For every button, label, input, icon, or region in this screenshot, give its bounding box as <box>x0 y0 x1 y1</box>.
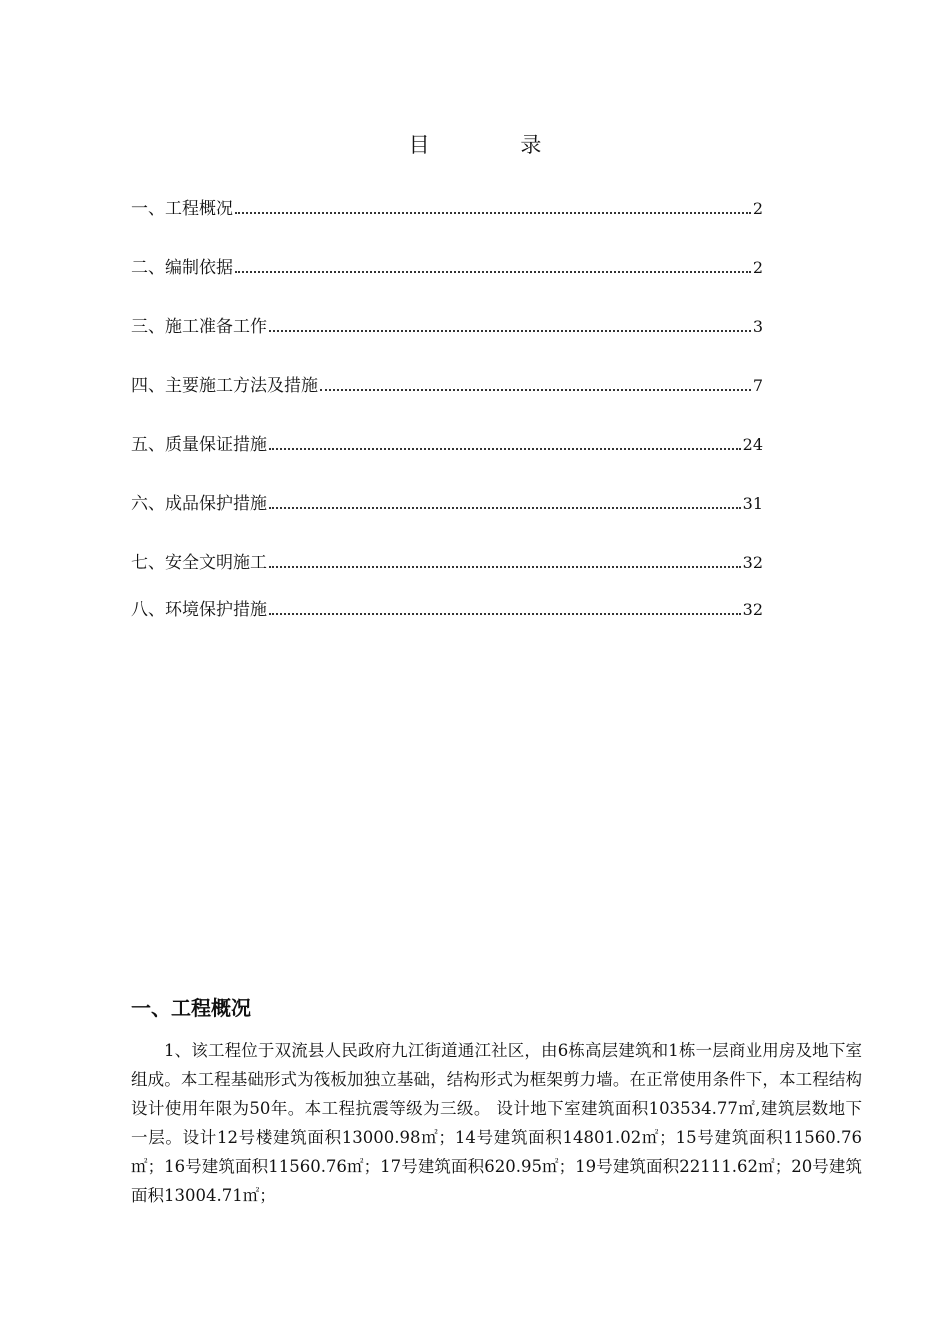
toc-entry-page: 32 <box>742 553 763 572</box>
toc-entry-page: 32 <box>742 600 763 619</box>
toc-entry[interactable] <box>131 196 763 222</box>
toc-entry[interactable] <box>131 597 763 623</box>
toc-entry-page: 2 <box>752 258 763 277</box>
toc-entry[interactable] <box>131 373 763 399</box>
section-heading: 一、工程概况 <box>131 996 251 1020</box>
toc-entry-label: 八、环境保护措施 <box>131 600 267 620</box>
toc-leader-dots <box>269 507 741 509</box>
toc-entry-page: 24 <box>742 435 763 454</box>
body-paragraph: 1、该工程位于双流县人民政府九江街道通江社区，由6栋高层建筑和1栋一层商业用房及地下室组成。本工程基础形式为筏板加独立基础，结构形式为框架剪力墙。在正常使用条件下，本工程结构设计使用年限为50年。本工程抗震等级为三级。 设计地下室建筑面积103534.77㎡,建筑层数地下一层。设计12号楼建筑面积13000.98㎡；14号建筑面积14801.02㎡；15号建筑面积11560.76㎡；16号建筑面积11560.76㎡；17号建筑面积620.95㎡；19号建筑面积22111.62㎡；20号建筑面积13004.71㎡； <box>131 1041 862 1205</box>
toc-entry-page: 7 <box>752 376 763 395</box>
toc-leader-dots <box>269 330 751 332</box>
toc-entry-label: 六、成品保护措施 <box>131 494 267 514</box>
toc-leader-dots <box>269 448 741 450</box>
toc-entry-label: 三、施工准备工作 <box>131 317 267 337</box>
toc-entry[interactable] <box>131 491 763 517</box>
toc-entry[interactable] <box>131 550 763 576</box>
toc-entry-label: 五、质量保证措施 <box>131 435 267 455</box>
toc-leader-dots <box>269 613 741 615</box>
toc-entry-label: 一、工程概况 <box>131 199 233 219</box>
toc-leader-dots <box>320 389 751 391</box>
toc-leader-dots <box>235 271 751 273</box>
toc-entry-label: 二、编制依据 <box>131 258 233 278</box>
toc-entry-label: 四、主要施工方法及措施 <box>131 376 318 396</box>
toc-entry-label: 七、安全文明施工 <box>131 553 267 573</box>
toc-leader-dots <box>269 566 741 568</box>
toc-entry[interactable] <box>131 255 763 281</box>
toc-entry-page: 31 <box>742 494 763 513</box>
toc-entry[interactable] <box>131 314 763 340</box>
toc-entry[interactable] <box>131 432 763 458</box>
toc-title: 目 录 <box>408 133 584 157</box>
toc-entry-page: 3 <box>752 317 763 336</box>
toc-leader-dots <box>235 212 751 214</box>
toc-entry-page: 2 <box>752 199 763 218</box>
